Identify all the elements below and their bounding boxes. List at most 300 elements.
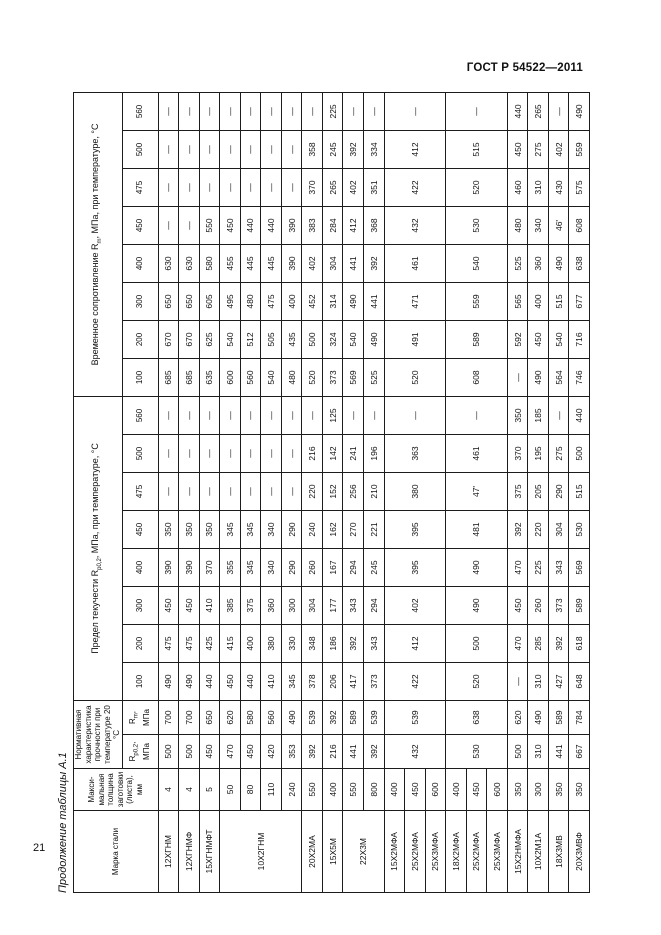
tensile-value-cell: 490	[343, 282, 364, 320]
tensile-value-cell: 373	[322, 358, 343, 396]
yield-value-cell: 475	[158, 624, 179, 662]
tensile-value-cell: 500	[302, 320, 323, 358]
document-header: ГОСТ Р 54522—2011	[466, 62, 583, 74]
yield-value-cell: 285	[528, 624, 549, 662]
tensile-value-cell: —	[302, 92, 323, 130]
tensile-value-cell: 520	[302, 358, 323, 396]
thickness-cell: 5	[199, 769, 220, 811]
yield-value-cell: —	[302, 396, 323, 434]
yield-value-cell: 360	[261, 586, 282, 624]
rp-norm-cell: 310	[528, 735, 549, 769]
yield-value-cell: 500	[446, 624, 508, 662]
yield-value-cell: 425	[199, 624, 220, 662]
thickness-cell: 400	[446, 769, 467, 811]
tensile-value-cell: 461	[384, 244, 446, 282]
col-header-thickness: Макси-мальная толщина заготовки (листа), мм	[74, 769, 159, 811]
yield-value-cell: 373	[548, 586, 569, 624]
tensile-value-cell: —	[199, 130, 220, 168]
yield-value-cell: 395	[384, 548, 446, 586]
tensile-value-cell: 559	[446, 282, 508, 320]
tensile-value-cell: 512	[240, 320, 261, 358]
tensile-value-cell: 635	[199, 358, 220, 396]
tensile-value-cell: 402	[548, 130, 569, 168]
table-row	[179, 92, 200, 892]
yield-value-cell: 392	[548, 624, 569, 662]
tensile-value-cell: 559	[569, 130, 590, 168]
grade-cell: 20Х2МА	[302, 811, 323, 893]
table-row	[199, 92, 220, 892]
tensile-value-cell: 314	[322, 282, 343, 320]
yield-value-cell: 350	[158, 510, 179, 548]
tensile-value-cell: —	[199, 92, 220, 130]
tensile-value-cell: 452	[302, 282, 323, 320]
yield-value-cell: 216	[302, 434, 323, 472]
tensile-value-cell: 540	[446, 244, 508, 282]
tensile-value-cell: —	[384, 92, 446, 130]
table-row	[446, 92, 467, 892]
thickness-cell: 600	[487, 769, 508, 811]
rm-norm-cell: 620	[507, 700, 528, 734]
yield-value-cell: 350	[507, 396, 528, 434]
tensile-temp-header: 500	[122, 130, 158, 168]
tensile-value-cell: 520	[446, 168, 508, 206]
yield-value-cell: 500	[569, 434, 590, 472]
yield-value-cell: 47'	[446, 472, 508, 510]
tensile-value-cell: 670	[158, 320, 179, 358]
yield-value-cell: 340	[261, 548, 282, 586]
yield-value-cell: 177	[322, 586, 343, 624]
yield-value-cell: 417	[343, 662, 364, 700]
tensile-value-cell: 383	[302, 206, 323, 244]
yield-value-cell: 355	[220, 548, 241, 586]
thickness-cell: 350	[507, 769, 528, 811]
yield-value-cell: —	[199, 434, 220, 472]
yield-temp-header: 100	[122, 662, 158, 700]
yield-value-cell: —	[220, 434, 241, 472]
yield-value-cell: 350	[179, 510, 200, 548]
page-number: 21	[33, 842, 46, 854]
table-row	[384, 92, 405, 892]
tensile-value-cell: 245	[322, 130, 343, 168]
yield-value-cell: 343	[343, 586, 364, 624]
yield-value-cell: 415	[220, 624, 241, 662]
tensile-value-cell: 608	[569, 206, 590, 244]
table-row	[302, 92, 323, 892]
yield-value-cell: 490	[179, 662, 200, 700]
grade-cell: 15ХГНМФТ	[199, 811, 220, 893]
rm-norm-cell: 638	[446, 700, 508, 734]
tensile-value-cell: 445	[240, 244, 261, 282]
table-caption: Продолжение таблицы А.1	[57, 752, 69, 893]
yield-value-cell: 345	[281, 662, 302, 700]
rp-norm-cell: 500	[507, 735, 528, 769]
yield-value-cell: 343	[363, 624, 384, 662]
yield-value-cell: 241	[343, 434, 364, 472]
yield-temp-header: 300	[122, 586, 158, 624]
yield-value-cell: 422	[384, 662, 446, 700]
yield-value-cell: 370	[507, 434, 528, 472]
tensile-value-cell: —	[179, 206, 200, 244]
yield-value-cell: 380	[261, 624, 282, 662]
tensile-value-cell: 630	[179, 244, 200, 282]
yield-value-cell: 475	[179, 624, 200, 662]
yield-value-cell: 490	[446, 548, 508, 586]
yield-value-cell: 206	[322, 662, 343, 700]
tensile-value-cell: 400	[528, 282, 549, 320]
tensile-value-cell: 589	[446, 320, 508, 358]
rp-norm-cell: 441	[548, 735, 569, 769]
tensile-temp-header: 560	[122, 92, 158, 130]
tensile-value-cell: 520	[384, 358, 446, 396]
yield-value-cell: 290	[281, 510, 302, 548]
tensile-value-cell: 441	[363, 282, 384, 320]
tensile-value-cell: 592	[507, 320, 528, 358]
yield-value-cell: 392	[507, 510, 528, 548]
tensile-value-cell: —	[199, 168, 220, 206]
tensile-value-cell: —	[261, 92, 282, 130]
tensile-value-cell: —	[363, 92, 384, 130]
rp-norm-cell: 530	[446, 735, 508, 769]
tensile-temp-header: 450	[122, 206, 158, 244]
thickness-cell: 240	[281, 769, 302, 811]
thickness-cell: 50	[220, 769, 241, 811]
yield-value-cell: 186	[322, 624, 343, 662]
tensile-value-cell: 505	[261, 320, 282, 358]
yield-value-cell: 450	[220, 662, 241, 700]
grade-cell: 25Х2МФА	[405, 811, 426, 893]
yield-value-cell: 185	[528, 396, 549, 434]
yield-value-cell: 373	[363, 662, 384, 700]
grade-cell: 20Х3МВФ	[569, 811, 590, 893]
yield-value-cell: 450	[179, 586, 200, 624]
thickness-cell: 350	[548, 769, 569, 811]
tensile-value-cell: 565	[507, 282, 528, 320]
tensile-value-cell: 412	[384, 130, 446, 168]
tensile-value-cell: 550	[199, 206, 220, 244]
tensile-value-cell: 490	[528, 358, 549, 396]
grade-cell: 18Х2МФА	[446, 811, 467, 893]
tensile-value-cell: 368	[363, 206, 384, 244]
table-row	[240, 92, 261, 892]
yield-value-cell: —	[158, 472, 179, 510]
yield-value-cell: 294	[363, 586, 384, 624]
yield-value-cell: 440	[569, 396, 590, 434]
yield-value-cell: 390	[158, 548, 179, 586]
table-row	[261, 92, 282, 892]
tensile-value-cell: 685	[179, 358, 200, 396]
grade-cell: 25Х3МФА	[487, 811, 508, 893]
tensile-value-cell: —	[220, 130, 241, 168]
rm-norm-cell: 784	[569, 700, 590, 734]
tensile-value-cell: 265	[322, 168, 343, 206]
yield-value-cell: —	[199, 396, 220, 434]
grade-cell: 10Х2ГНМ	[220, 811, 302, 893]
yield-value-cell: 450	[158, 586, 179, 624]
tensile-value-cell: 540	[261, 358, 282, 396]
tensile-value-cell: —	[240, 130, 261, 168]
thickness-cell: 350	[569, 769, 590, 811]
thickness-cell: 80	[240, 769, 261, 811]
yield-value-cell: 220	[528, 510, 549, 548]
rp-norm-cell: 470	[220, 735, 241, 769]
yield-temp-header: 400	[122, 548, 158, 586]
tensile-value-cell: 392	[343, 130, 364, 168]
thickness-cell: 600	[425, 769, 446, 811]
tensile-value-cell: 540	[548, 320, 569, 358]
rm-norm-cell: 539	[302, 700, 323, 734]
table-row	[569, 92, 590, 892]
tensile-value-cell: 441	[343, 244, 364, 282]
grade-cell: 15Х2НМФА	[507, 811, 528, 893]
tensile-value-cell: 716	[569, 320, 590, 358]
rm-norm-cell: 700	[179, 700, 200, 734]
thickness-cell: 400	[384, 769, 405, 811]
tensile-value-cell: 324	[322, 320, 343, 358]
tensile-value-cell: —	[446, 92, 508, 130]
grade-cell: 15Х5М	[322, 811, 343, 893]
thickness-cell: 450	[466, 769, 487, 811]
yield-temp-header: 560	[122, 396, 158, 434]
yield-value-cell: 210	[363, 472, 384, 510]
tensile-value-cell: 360	[528, 244, 549, 282]
tensile-value-cell: 608	[446, 358, 508, 396]
rp-norm-cell: 667	[569, 735, 590, 769]
yield-temp-header: 500	[122, 434, 158, 472]
tensile-value-cell: —	[261, 130, 282, 168]
tensile-value-cell: —	[220, 168, 241, 206]
yield-value-cell: 221	[363, 510, 384, 548]
tensile-value-cell: —	[179, 92, 200, 130]
tensile-value-cell: 445	[261, 244, 282, 282]
tensile-value-cell: —	[179, 168, 200, 206]
rp-norm-cell: 441	[343, 735, 364, 769]
rm-norm-cell: 620	[220, 700, 241, 734]
yield-value-cell: 395	[384, 510, 446, 548]
grade-cell: 25Х2МФА	[466, 811, 487, 893]
tensile-value-cell: —	[158, 168, 179, 206]
tensile-value-cell: —	[158, 206, 179, 244]
rp-norm-cell: 392	[302, 735, 323, 769]
table-row	[363, 92, 384, 892]
tensile-value-cell: 225	[322, 92, 343, 130]
rm-norm-cell: 392	[322, 700, 343, 734]
col-header-grade: Марка стали	[74, 811, 159, 893]
yield-value-cell: 290	[281, 548, 302, 586]
tensile-value-cell: 422	[384, 168, 446, 206]
tensile-value-cell: 490	[569, 92, 590, 130]
tensile-temp-header: 300	[122, 282, 158, 320]
thickness-cell: 800	[363, 769, 384, 811]
thickness-cell: 300	[528, 769, 549, 811]
yield-value-cell: 490	[446, 586, 508, 624]
yield-value-cell: 370	[199, 548, 220, 586]
tensile-value-cell: —	[281, 168, 302, 206]
tensile-value-cell: —	[343, 92, 364, 130]
yield-value-cell: 400	[240, 624, 261, 662]
table-row	[281, 92, 302, 892]
yield-value-cell: 348	[302, 624, 323, 662]
yield-value-cell: —	[179, 396, 200, 434]
rm-norm-cell: 560	[261, 700, 282, 734]
yield-value-cell: —	[240, 472, 261, 510]
yield-value-cell: —	[343, 396, 364, 434]
tensile-value-cell: 525	[363, 358, 384, 396]
rm-norm-cell: 539	[384, 700, 446, 734]
yield-value-cell: —	[548, 396, 569, 434]
tensile-temp-header: 400	[122, 244, 158, 282]
grade-cell: 25Х3МФА	[425, 811, 446, 893]
tensile-value-cell: 475	[261, 282, 282, 320]
yield-value-cell: 481	[446, 510, 508, 548]
tensile-value-cell: 455	[220, 244, 241, 282]
yield-value-cell: 260	[302, 548, 323, 586]
thickness-cell: 400	[322, 769, 343, 811]
tensile-value-cell: —	[507, 358, 528, 396]
yield-value-cell: 345	[240, 510, 261, 548]
rm-norm-cell: 650	[199, 700, 220, 734]
yield-value-cell: —	[179, 434, 200, 472]
yield-value-cell: —	[446, 396, 508, 434]
yield-value-cell: —	[281, 396, 302, 434]
yield-value-cell: 343	[548, 548, 569, 586]
rp-norm-cell: 216	[322, 735, 343, 769]
tensile-value-cell: 400	[281, 282, 302, 320]
tensile-value-cell: 334	[363, 130, 384, 168]
yield-value-cell: 385	[220, 586, 241, 624]
thickness-cell: 4	[158, 769, 179, 811]
yield-value-cell: 461	[446, 434, 508, 472]
yield-value-cell: —	[507, 662, 528, 700]
tensile-value-cell: 471	[384, 282, 446, 320]
yield-value-cell: 270	[343, 510, 364, 548]
tensile-value-cell: 284	[322, 206, 343, 244]
tensile-temp-header: 100	[122, 358, 158, 396]
yield-value-cell: 490	[158, 662, 179, 700]
tensile-value-cell: 540	[343, 320, 364, 358]
tensile-value-cell: 450	[220, 206, 241, 244]
yield-value-cell: 402	[384, 586, 446, 624]
rm-norm-cell: 490	[281, 700, 302, 734]
yield-value-cell: 530	[569, 510, 590, 548]
table-row	[343, 92, 364, 892]
yield-value-cell: 225	[528, 548, 549, 586]
tensile-value-cell: —	[281, 130, 302, 168]
table-row	[220, 92, 241, 892]
yield-value-cell: 304	[548, 510, 569, 548]
tensile-value-cell: —	[240, 92, 261, 130]
tensile-value-cell: 440	[261, 206, 282, 244]
tensile-value-cell: 490	[363, 320, 384, 358]
yield-value-cell: 345	[220, 510, 241, 548]
tensile-value-cell: 630	[158, 244, 179, 282]
yield-value-cell: 195	[528, 434, 549, 472]
yield-value-cell: 240	[302, 510, 323, 548]
yield-value-cell: 410	[199, 586, 220, 624]
tensile-value-cell: 564	[548, 358, 569, 396]
rm-norm-cell: 589	[343, 700, 364, 734]
table-row	[158, 92, 179, 892]
yield-value-cell: 380	[384, 472, 446, 510]
tensile-value-cell: 625	[199, 320, 220, 358]
tensile-value-cell: 525	[507, 244, 528, 282]
tensile-value-cell: 677	[569, 282, 590, 320]
yield-value-cell: 520	[446, 662, 508, 700]
tensile-value-cell: 515	[548, 282, 569, 320]
tensile-value-cell: 275	[528, 130, 549, 168]
tensile-value-cell: —	[261, 168, 282, 206]
yield-value-cell: 589	[569, 586, 590, 624]
thickness-cell: 450	[405, 769, 426, 811]
yield-value-cell: 167	[322, 548, 343, 586]
tensile-value-cell: 746	[569, 358, 590, 396]
tensile-value-cell: 430	[548, 168, 569, 206]
yield-value-cell: 162	[322, 510, 343, 548]
tensile-value-cell: 432	[384, 206, 446, 244]
yield-value-cell: 427	[548, 662, 569, 700]
tensile-value-cell: 402	[343, 168, 364, 206]
rm-norm-cell: 539	[363, 700, 384, 734]
yield-value-cell: 125	[322, 396, 343, 434]
rm-norm-cell: 580	[240, 700, 261, 734]
tensile-value-cell: 685	[158, 358, 179, 396]
yield-value-cell: —	[384, 396, 446, 434]
tensile-value-cell: 402	[302, 244, 323, 282]
tensile-value-cell: 370	[302, 168, 323, 206]
yield-value-cell: 412	[384, 624, 446, 662]
yield-value-cell: 375	[507, 472, 528, 510]
properties-table	[73, 92, 590, 893]
yield-value-cell: 260	[528, 586, 549, 624]
grade-cell: 12ХГНМ	[158, 811, 179, 893]
rp-norm-cell: 432	[384, 735, 446, 769]
tensile-value-cell: 605	[199, 282, 220, 320]
yield-value-cell: 440	[240, 662, 261, 700]
tensile-value-cell: —	[281, 92, 302, 130]
yield-value-cell: 410	[261, 662, 282, 700]
rp-norm-cell: 500	[179, 735, 200, 769]
yield-value-cell: —	[281, 434, 302, 472]
rp-norm-cell: 353	[281, 735, 302, 769]
tensile-value-cell: 569	[343, 358, 364, 396]
table-row	[322, 92, 343, 892]
tensile-value-cell: 600	[220, 358, 241, 396]
yield-value-cell: 294	[343, 548, 364, 586]
col-header-rp-norm: $R_{p0,2}$, МПа	[122, 735, 158, 769]
yield-value-cell: 392	[343, 624, 364, 662]
yield-value-cell: —	[261, 434, 282, 472]
yield-value-cell: 340	[261, 510, 282, 548]
yield-value-cell: 220	[302, 472, 323, 510]
yield-value-cell: 390	[179, 548, 200, 586]
yield-value-cell: 300	[281, 586, 302, 624]
table-row	[507, 92, 528, 892]
rm-norm-cell: 589	[548, 700, 569, 734]
yield-temp-header: 475	[122, 472, 158, 510]
tensile-value-cell: 450	[507, 130, 528, 168]
tensile-value-cell: 265	[528, 92, 549, 130]
yield-value-cell: 618	[569, 624, 590, 662]
yield-value-cell: —	[363, 396, 384, 434]
rp-norm-cell: 420	[261, 735, 282, 769]
tensile-value-cell: 390	[281, 244, 302, 282]
yield-value-cell: 330	[281, 624, 302, 662]
tensile-value-cell: 440	[507, 92, 528, 130]
thickness-cell: 4	[179, 769, 200, 811]
tensile-value-cell: 491	[384, 320, 446, 358]
yield-value-cell: —	[199, 472, 220, 510]
tensile-value-cell: —	[158, 92, 179, 130]
tensile-value-cell: 480	[240, 282, 261, 320]
